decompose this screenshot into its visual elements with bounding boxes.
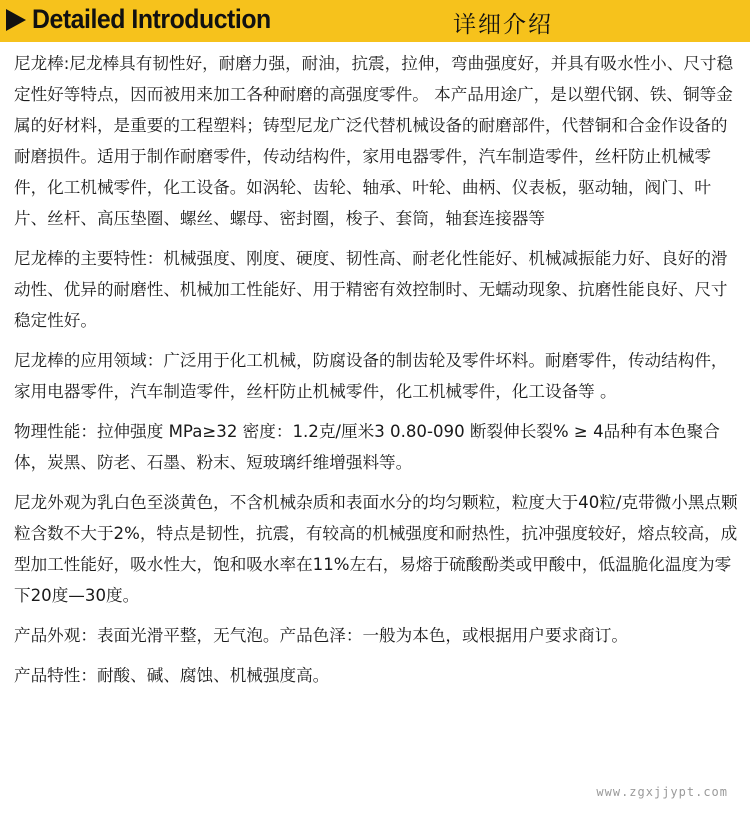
paragraph-main-features: 尼龙棒的主要特性：机械强度、刚度、硬度、韧性高、耐老化性能好、机械减振能力好、良好的滑动性、优异的耐磨性、机械加工性能好、用于精密有效控制时、无蠕动现象、抗磨性能良好、尺寸稳定性好。 xyxy=(14,249,728,330)
product-description xyxy=(14,48,742,691)
triangle-right-icon xyxy=(6,9,26,31)
paragraph-product-characteristics: 产品特性：耐酸、碱、腐蚀、机械强度高。 xyxy=(14,666,330,685)
header-title-chinese: 详细介绍 xyxy=(453,12,553,38)
paragraph-appearance-details: 尼龙外观为乳白色至淡黄色，不含机械杂质和表面水分的均匀颗粒，粒度大于40粒/克带微小黑点颗粒含数不大于2%，特点是韧性，抗震，有较高的机械强度和耐热性，抗冲强度较好，熔点较高，成型加工性能好，吸水性大，饱和吸水率在11%左右，易熔于硫酸酚类或甲酸中，低温脆化温度为零下20度—30度。 xyxy=(14,493,738,605)
section-header-bar xyxy=(0,0,750,42)
paragraph-applications: 尼龙棒的应用领域：广泛用于化工机械，防腐设备的制齿轮及零件坏料。耐磨零件，传动结构件，家用电器零件，汽车制造零件，丝杆防止机械零件，化工机械零件，化工设备等 。 xyxy=(14,351,728,401)
header-title-english: Detailed Introduction xyxy=(32,4,271,34)
paragraph-physical-properties: 物理性能：拉伸强度 MPa≥32 密度：1.2克/厘米3 0.80-090 断裂伸长裂% ≥ 4品种有本色聚合体，炭黑、防老、石墨、粉末、短玻璃纤维增强料等。 xyxy=(14,422,720,472)
paragraph-product-appearance: 产品外观：表面光滑平整，无气泡。产品色泽：一般为本色，或根据用户要求商订。 xyxy=(14,626,628,645)
site-watermark: www.zgxjjypt.com xyxy=(596,785,728,799)
paragraph-overview: 尼龙棒:尼龙棒具有韧性好，耐磨力强，耐油，抗震，拉伸，弯曲强度好，并具有吸水性小、尺寸稳定性好等特点，因而被用来加工各种耐磨的高强度零件。 本产品用途广，是以塑代钢、铁、铜等金属的好材料，是重要的工程塑料；铸型尼龙广泛代替机械设备的耐磨部件，代替铜和合金作设备的耐磨损件。适用于制作耐磨零件，传动结构件，家用电器零件，汽车制造零件，丝杆防止机械零件，化工机械零件，化工设备。如涡轮、齿轮、轴承、叶轮、曲柄、仪表板，驱动轴，阀门、叶片、丝杆、高压垫圈、螺丝、螺母、密封圈，梭子、套筒，轴套连接器等 xyxy=(14,54,734,228)
